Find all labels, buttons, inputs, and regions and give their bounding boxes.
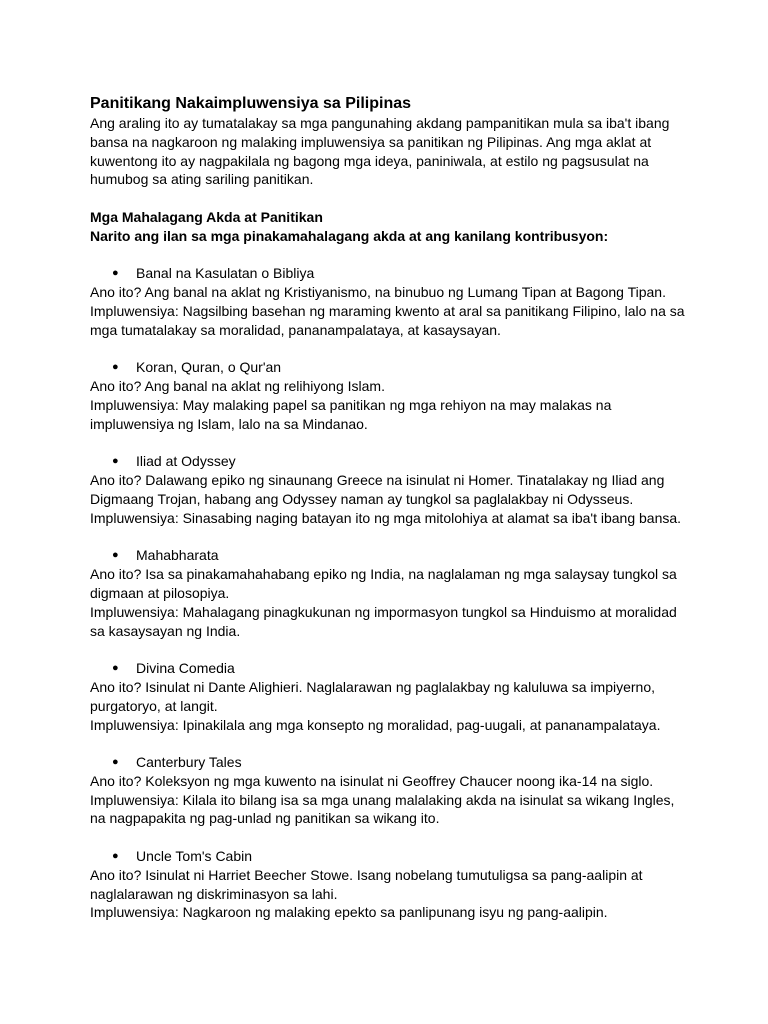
entry-title: ● Uncle Tom's Cabin <box>112 848 253 865</box>
entry-what: Ano ito? Ang banal na aklat ng Kristiyanismo, na binubuo ng Lumang Tipan at Bagong Tipan. <box>90 284 666 301</box>
entry-influence: Impluwensiya: Nagsilbing basehan ng maraming kwento at aral sa panitikang Filipino, lalo na sa mga tumatalakay sa moralidad, pananampalataya, at kasaysayan. <box>90 302 685 338</box>
entry-influence: Impluwensiya: Kilala ito bilang isa sa mga unang malalaking akda na isinulat sa wikang Ingles, na nagpapakita ng pag-unlad ng panitikan sa wikang ito. <box>90 791 675 827</box>
entry-uncle-toms-cabin <box>90 847 690 922</box>
entry-bibliya <box>90 264 690 339</box>
entry-influence: Impluwensiya: Nagkaroon ng malaking epekto sa panlipunang isyu ng pang-aalipin. <box>90 904 608 921</box>
entry-what: Ano ito? Isinulat ni Dante Alighieri. Naglalarawan ng paglalakbay ng kaluluwa sa impiyerno, purgatoryo, at langit. <box>90 678 656 714</box>
bullet-icon: ● <box>112 756 119 769</box>
entry-what: Ano ito? Koleksyon ng mga kuwento na isinulat ni Geoffrey Chaucer noong ika-14 na siglo. <box>90 772 654 789</box>
document-title: Panitikang Nakaimpluwensiya sa Pilipinas <box>90 95 412 112</box>
entry-title: ● Koran, Quran, o Qur'an <box>112 359 282 376</box>
bullet-icon: ● <box>112 267 119 280</box>
bullet-icon: ● <box>112 361 119 374</box>
entry-influence: Impluwensiya: Mahalagang pinagkukunan ng impormasyon tungkol sa Hinduismo at moralidad sa kasaysayan ng India. <box>90 603 677 639</box>
entry-what: Ano ito? Isinulat ni Harriet Beecher Stowe. Isang nobelang tumutuligsa sa pang-aalipin at naglalarawan ng diskriminasyon sa lahi. <box>90 866 643 902</box>
bullet-icon: ● <box>112 850 119 863</box>
entry-divina-comedia <box>90 659 690 734</box>
entry-title: ● Mahabharata <box>112 547 219 564</box>
bullet-icon: ● <box>112 662 119 675</box>
entry-influence: Impluwensiya: Ipinakilala ang mga konsepto ng moralidad, pag-uugali, at pananampalataya. <box>90 716 661 733</box>
entry-title: ● Divina Comedia <box>112 660 235 677</box>
section-subtitle: Narito ang ilan sa mga pinakamahalagang akda at ang kanilang kontribusyon: <box>90 227 609 244</box>
entry-canterbury-tales <box>90 753 690 828</box>
bullet-icon: ● <box>112 455 119 468</box>
intro-paragraph: Ang araling ito ay tumatalakay sa mga pangunahing akdang pampanitikan mula sa iba't ibang bansa na nagkaroon ng malaking impluwensiya sa panitikan ng Pilipinas. Ang mga aklat at kuwentong ito ay nagpakilala ng bagong mga ideya, paniniwala, at estilo ng pagsusulat na humubog sa ating sariling panitikan. <box>90 115 670 188</box>
entry-what: Ano ito? Isa sa pinakamahahabang epiko ng India, na naglalaman ng mga salaysay tungkol sa digmaan at pilosopiya. <box>90 566 677 601</box>
entry-influence: Impluwensiya: Sinasabing naging batayan ito ng mga mitolohiya at alamat sa iba't ibang bansa. <box>90 509 682 526</box>
entry-what: Ano ito? Dalawang epiko ng sinaunang Greece na isinulat ni Homer. Tinatalakay ng Iliad ang Digmaang Trojan, habang ang Odyssey naman ay tungkol sa paglalakbay ni Odysseus. <box>90 472 665 507</box>
bullet-icon: ● <box>112 549 119 562</box>
entry-influence: Impluwensiya: May malaking papel sa panitikan ng mga rehiyon na may malakas na impluwensiya ng Islam, lalo na sa Mindanao. <box>90 396 612 432</box>
entry-title: ● Canterbury Tales <box>112 754 242 771</box>
entry-what: Ano ito? Ang banal na aklat ng relihiyong Islam. <box>90 378 385 395</box>
entry-title: ● Iliad at Odyssey <box>112 453 236 470</box>
entry-koran <box>90 358 690 433</box>
entry-mahabharata <box>90 546 690 640</box>
entry-title: ● Banal na Kasulatan o Bibliya <box>112 265 315 282</box>
document-page <box>90 94 690 922</box>
section-title: Mga Mahalagang Akda at Panitikan <box>90 208 323 225</box>
entry-iliad-odyssey <box>90 452 690 527</box>
